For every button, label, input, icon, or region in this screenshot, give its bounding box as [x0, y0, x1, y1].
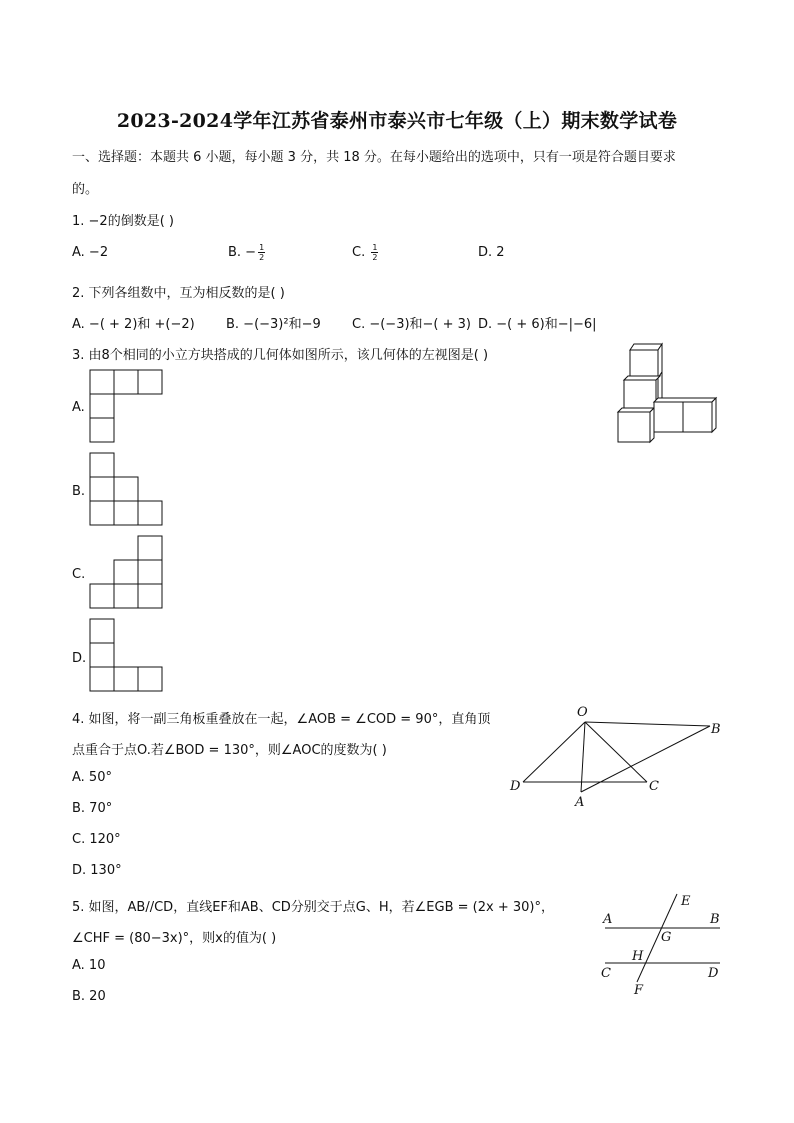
- q1-option-b-prefix: B. −: [228, 245, 257, 260]
- q4-triangle-figure: [505, 700, 735, 810]
- q1-option-c-fraction: [371, 243, 378, 262]
- q4-label-a: A: [575, 795, 585, 810]
- q3-option-d-label: D.: [72, 651, 87, 666]
- q5-label-e: E: [681, 894, 691, 909]
- q3-option-c-grid: [89, 535, 165, 611]
- q2-option-c: C. −(−3)和−( + 3): [352, 317, 472, 332]
- q1-option-c-prefix: C.: [352, 245, 370, 260]
- q5-label-f: F: [634, 983, 644, 998]
- q2-option-a: A. −( + 2)和 +(−2): [72, 317, 195, 332]
- q4-label-o: O: [577, 705, 588, 720]
- q2-stem: 2. 下列各组数中，互为相反数的是( ): [72, 286, 285, 301]
- q1-option-b-denominator: 2: [259, 253, 265, 262]
- q3-cube-figure: [612, 340, 724, 446]
- q4-option-c: C. 120°: [72, 832, 121, 847]
- q4-label-d: D: [510, 779, 521, 794]
- section-heading-line2: 的。: [72, 182, 99, 197]
- q4-option-b: B. 70°: [72, 801, 113, 816]
- q5-stem-line1: 5. 如图，AB//CD，直线EF和AB、CD分别交于点G、H，若∠EGB = (2x + 30)°，: [72, 900, 554, 915]
- q5-label-c: C: [601, 966, 611, 981]
- q3-option-b-label: B.: [72, 484, 86, 499]
- q4-stem-line2: 点重合于点O.若∠BOD = 130°，则∠AOC的度数为( ): [72, 743, 387, 758]
- q3-option-b-grid: [89, 452, 165, 528]
- page-title: 2023-2024学年江苏省泰州市泰兴市七年级（上）期末数学试卷: [116, 110, 678, 132]
- q3-stem: 3. 由8个相同的小立方块搭成的几何体如图所示，该几何体的左视图是( ): [72, 348, 489, 363]
- q5-parallel-lines-figure: [595, 888, 730, 1000]
- q3-option-c-label: C.: [72, 567, 86, 582]
- q5-option-b: B. 20: [72, 989, 106, 1004]
- q5-label-g: G: [661, 930, 672, 945]
- q5-option-a: A. 10: [72, 958, 106, 973]
- section-heading-line1: 一、选择题：本题共 6 小题，每小题 3 分，共 18 分。在每小题给出的选项中，只有一项是符合题目要求: [72, 150, 676, 165]
- q4-stem-line1: 4. 如图，将一副三角板重叠放在一起，∠AOB = ∠COD = 90°，直角顶: [72, 712, 491, 727]
- q3-option-d-grid: [89, 618, 165, 694]
- q5-label-a: A: [603, 912, 613, 927]
- q4-label-c: C: [649, 779, 659, 794]
- q5-label-b: B: [710, 912, 720, 927]
- q5-stem-line2: ∠CHF = (80−3x)°，则x的值为( ): [72, 931, 277, 946]
- q1-option-a: A. −2: [72, 245, 109, 260]
- q4-option-a: A. 50°: [72, 770, 112, 785]
- q1-option-b-numerator: 1: [259, 243, 265, 252]
- q1-option-b: [228, 243, 265, 262]
- q1-option-b-fraction: [258, 243, 265, 262]
- q1-option-c-denominator: 2: [372, 253, 378, 262]
- q4-label-b: B: [711, 722, 721, 737]
- q1-option-c: [352, 243, 378, 262]
- q2-option-d: D. −( + 6)和−|−6|: [478, 317, 597, 332]
- q3-option-a-label: A.: [72, 400, 85, 415]
- q1-option-c-numerator: 1: [372, 243, 378, 252]
- q4-option-d: D. 130°: [72, 863, 122, 878]
- q5-label-h: H: [632, 949, 644, 964]
- q2-option-b: B. −(−3)²和−9: [226, 317, 321, 332]
- q1-option-d: D. 2: [478, 245, 505, 260]
- q1-stem: 1. −2的倒数是( ): [72, 214, 174, 229]
- q5-label-d: D: [708, 966, 719, 981]
- q3-option-a-grid: [89, 369, 165, 445]
